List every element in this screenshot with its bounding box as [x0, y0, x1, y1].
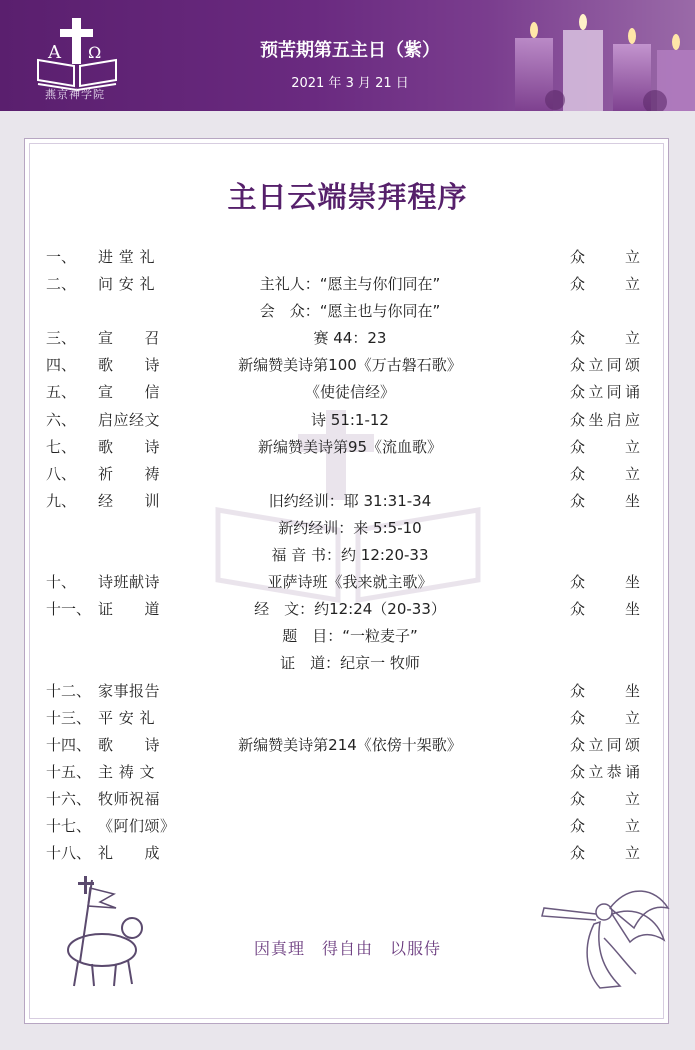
congregation-posture: 众坐启应 — [570, 410, 640, 429]
order-item: 问 安 礼 — [98, 275, 156, 294]
order-item: 诗班献诗 — [98, 573, 161, 592]
program-row — [0, 542, 695, 569]
item-content: 证 道：纪京一 牧师 — [280, 654, 420, 673]
item-content: 诗 51:1-12 — [311, 410, 389, 429]
row-number: 一、 — [46, 248, 77, 266]
order-item: 主 祷 文 — [98, 762, 156, 781]
order-item: 宣 召 — [98, 329, 161, 348]
congregation-posture: 众立 — [570, 275, 640, 294]
order-item: 宣 信 — [98, 383, 161, 402]
row-number: 二、 — [46, 275, 77, 294]
order-item: 歌 诗 — [98, 735, 161, 754]
row-number: 四、 — [46, 356, 77, 375]
program-row — [0, 461, 695, 488]
row-number: 九、 — [46, 491, 77, 510]
congregation-posture: 众立 — [570, 816, 640, 835]
program-row — [0, 840, 695, 867]
row-number: 十一、 — [46, 600, 92, 619]
row-number: 三、 — [46, 329, 77, 348]
row-number: 十六、 — [46, 789, 92, 808]
program-row — [0, 325, 695, 352]
congregation-posture: 众立同颂 — [570, 356, 640, 375]
item-content: 题 目：“一粒麦子” — [282, 627, 418, 646]
page-title: 主日云端崇拜程序 — [227, 180, 468, 214]
program-row — [0, 759, 695, 786]
program-list — [0, 244, 695, 867]
program-row — [0, 298, 695, 325]
program-row — [0, 813, 695, 840]
program-row — [0, 379, 695, 406]
logo-text: 燕京神学院 — [45, 88, 105, 101]
program-row — [0, 488, 695, 515]
row-number: 十三、 — [46, 708, 92, 727]
congregation-posture: 众坐 — [570, 600, 640, 619]
motto: 因真理 得自由 以服侍 — [253, 939, 441, 958]
row-number: 十二、 — [46, 681, 92, 700]
program-row — [0, 650, 695, 677]
program-row — [0, 623, 695, 650]
program-row — [0, 596, 695, 623]
congregation-posture: 众立 — [570, 708, 640, 727]
congregation-posture: 众坐 — [570, 681, 640, 700]
program-row — [0, 705, 695, 732]
row-number: 十八、 — [46, 844, 92, 863]
row-number: 六、 — [46, 410, 77, 429]
item-content: 新编赞美诗第95《流血歌》 — [257, 437, 443, 456]
order-item: 礼 成 — [98, 844, 161, 863]
congregation-posture: 众立同颂 — [570, 735, 640, 754]
program-row — [0, 732, 695, 759]
item-content: 亚萨诗班《我来就主歌》 — [267, 573, 433, 592]
header-banner — [0, 0, 695, 111]
item-content: 经 文：约12:24（20-33） — [254, 600, 446, 619]
item-content: 主礼人：“愿主与你们同在” — [259, 275, 441, 294]
order-item: 家事报告 — [98, 681, 161, 700]
item-content: 旧约经训：耶 31:31-34 — [268, 491, 432, 510]
order-item: 祈 祷 — [98, 464, 161, 483]
logo-alpha: A — [48, 42, 61, 63]
congregation-posture: 众立 — [570, 789, 640, 808]
sunday-title: 预苦期第五主日（紫） — [260, 40, 440, 61]
program-row — [0, 407, 695, 434]
row-number: 八、 — [46, 464, 77, 483]
order-item: 牧师祝福 — [98, 789, 161, 808]
program-row — [0, 569, 695, 596]
row-number: 十四、 — [46, 735, 92, 754]
advent-candles-icon — [495, 0, 695, 111]
order-item: 证 道 — [98, 600, 161, 619]
congregation-posture: 众立 — [570, 464, 640, 483]
program-row — [0, 244, 695, 271]
row-number: 十七、 — [46, 816, 92, 835]
congregation-posture: 众坐 — [570, 573, 640, 592]
logo-omega: Ω — [88, 43, 102, 62]
program-row — [0, 786, 695, 813]
congregation-posture: 众立 — [570, 844, 640, 863]
row-number: 七、 — [46, 437, 77, 456]
congregation-posture: 众坐 — [570, 491, 640, 510]
order-item: 启应经文 — [98, 410, 161, 429]
item-content: 会 众：“愿主也与你同在” — [259, 302, 441, 321]
congregation-posture: 众立同诵 — [570, 383, 640, 402]
order-item: 平 安 礼 — [98, 708, 156, 727]
item-content: 新约经训：来 5:5-10 — [278, 518, 422, 537]
congregation-posture: 众立 — [570, 248, 640, 266]
program-row — [0, 434, 695, 461]
order-item: 进 堂 礼 — [98, 248, 156, 266]
order-item: 歌 诗 — [98, 356, 161, 375]
service-date: 2021 年 3 月 21 日 — [291, 76, 409, 91]
item-content: 新编赞美诗第214《依傍十架歌》 — [238, 735, 462, 754]
congregation-posture: 众立 — [570, 329, 640, 348]
item-content: 新编赞美诗第100《万古磐石歌》 — [238, 356, 462, 375]
program-row — [0, 515, 695, 542]
row-number: 五、 — [46, 383, 77, 402]
item-content: 《使徒信经》 — [304, 383, 395, 402]
order-item: 歌 诗 — [98, 437, 161, 456]
program-row — [0, 678, 695, 705]
order-item: 经 训 — [98, 491, 161, 510]
row-number: 十五、 — [46, 762, 92, 781]
item-content: 福 音 书：约 12:20-33 — [271, 546, 429, 565]
congregation-posture: 众立恭诵 — [570, 762, 640, 781]
program-row — [0, 271, 695, 298]
lamb-with-banner-icon — [40, 872, 160, 992]
item-content: 赛 44：23 — [313, 329, 387, 348]
congregation-posture: 众立 — [570, 437, 640, 456]
row-number: 十、 — [46, 573, 77, 592]
program-row — [0, 352, 695, 379]
order-item: 《阿们颂》 — [98, 816, 176, 835]
